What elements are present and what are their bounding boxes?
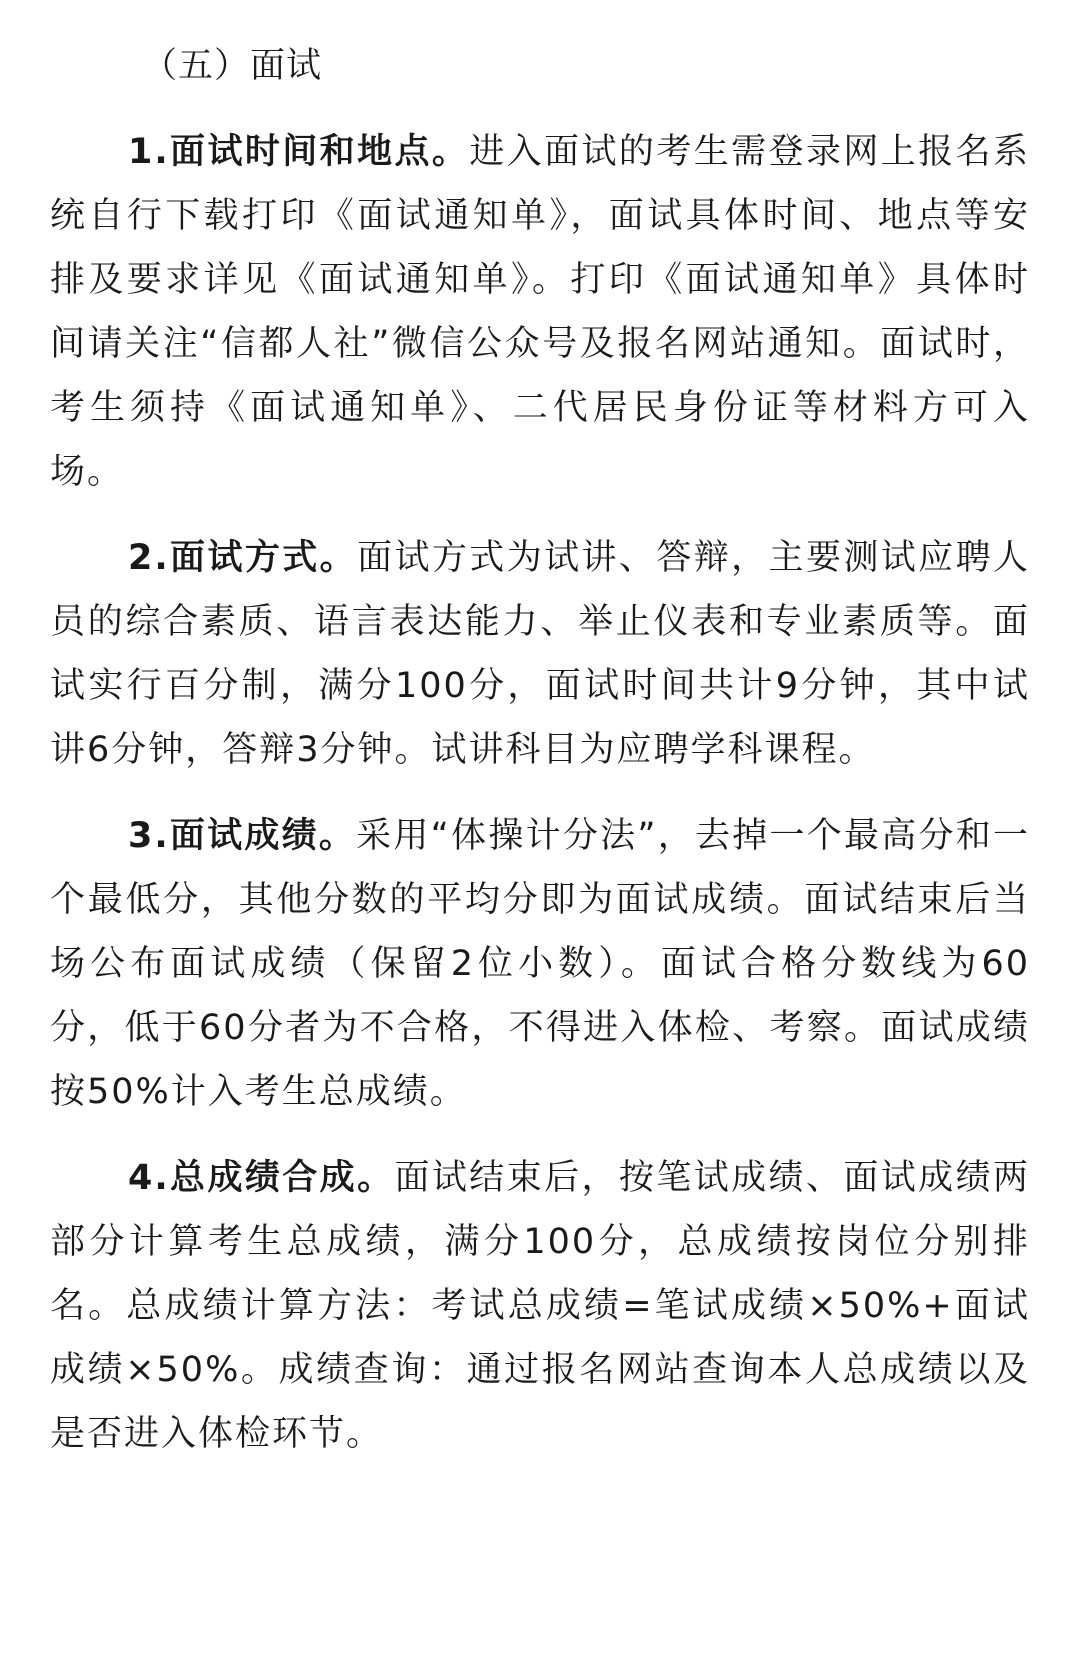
- paragraph-text: 面试方式为试讲、答辩，主要测试应聘人员的综合素质、语言表达能力、举止仪表和专业素质等。面试实行百分制，满分100分，面试时间共计9分钟，其中试讲6分钟，答辩3分钟。试讲科目为应聘学科课程。: [50, 538, 1030, 770]
- section-heading: （五）面试: [142, 46, 323, 86]
- paragraph-text: 面试结束后，按笔试成绩、面试成绩两部分计算考生总成绩，满分100分，总成绩按岗位分别排名。总成绩计算方法：考试总成绩=笔试成绩×50%+面试成绩×50%。成绩查询：通过报名网站查询本人总成绩以及是否进入体检环节。: [50, 1158, 1030, 1454]
- paragraph-lead: 4.总成绩合成。: [128, 1158, 395, 1198]
- paragraph-interview-time-location: [50, 120, 1030, 504]
- paragraph-text: 进入面试的考生需登录网上报名系统自行下载打印《面试通知单》，面试具体时间、地点等安排及要求详见《面试通知单》。打印《面试通知单》具体时间请关注“信都人社”微信公众号及报名网站通知。面试时，考生须持《面试通知单》、二代居民身份证等材料方可入场。: [50, 132, 1030, 492]
- paragraph-interview-method: [50, 526, 1030, 782]
- paragraph-lead: 2.面试方式。: [128, 538, 358, 578]
- paragraph-text: 采用“体操计分法”，去掉一个最高分和一个最低分，其他分数的平均分即为面试成绩。面试结束后当场公布面试成绩（保留2位小数）。面试合格分数线为60分，低于60分者为不合格，不得进入体检、考察。面试成绩按50%计入考生总成绩。: [50, 816, 1030, 1112]
- paragraph-total-score: [50, 1146, 1030, 1466]
- paragraph-lead: 3.面试成绩。: [128, 816, 357, 856]
- paragraph-interview-score: [50, 804, 1030, 1124]
- paragraph-lead: 1.面试时间和地点。: [128, 132, 470, 172]
